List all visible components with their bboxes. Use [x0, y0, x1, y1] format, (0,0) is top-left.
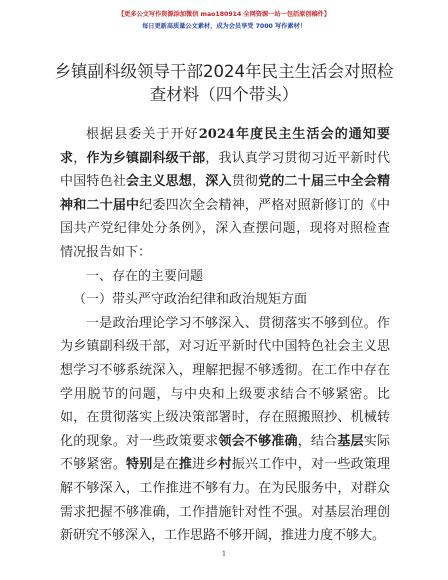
body-text-bold: 基层: [337, 433, 364, 449]
intro-text-bold: 作为乡镇副科级干部: [86, 150, 206, 166]
body-text: 是在: [152, 457, 179, 473]
intro-text: ，: [73, 150, 87, 166]
promo-banner-line-2: 每日更新高质量公文素材，成为会员享受 7000 写作素材！: [142, 23, 306, 30]
intro-text: ，我认真学习贯彻习近平新时代中国特色社: [60, 150, 390, 190]
intro-text-bold: 会主义思想: [126, 174, 193, 190]
body-text: 进乡: [192, 457, 219, 473]
document-title-line-2: 查材料（四个带头）: [149, 85, 299, 104]
intro-text-bold: 党的二十届三中全会精神和二十届中: [60, 174, 390, 213]
intro-text-bold: 深入: [205, 174, 232, 190]
page-number: 1: [221, 549, 227, 558]
body-text-bold: 村: [218, 457, 232, 473]
subsection-heading: （一）带头严守政治纪律和政治规矩方面: [73, 292, 308, 308]
promo-banner-line-1: 【更多公文写作资源添加微信 mao180914 全网资源一站一包括原创稿件】: [117, 11, 331, 18]
intro-text: 贯彻: [231, 174, 259, 190]
body-text: ，结合: [297, 433, 338, 449]
intro-paragraph: [60, 123, 390, 265]
document-title-line-1: 乡镇副科级领导干部2024年民主生活会对照检: [54, 62, 394, 81]
intro-text: 纪委四次全会精神，严格对照新修订的《中国共产党纪律处分条例》，深入查摆问题，现将对照检查情况报告如下：: [60, 197, 390, 260]
body-text: 振兴工作中，对一些政策理解不够深入，工作推进不够有力。在为民服务中，对群众需求把握不够准确，工作措施针对性不强。对基层治理创新研究不够深入，工作思路不够开阔，推进力度不够大。: [60, 457, 390, 544]
body-text-bold: 领会不够准确: [218, 433, 298, 449]
intro-text: ，: [192, 174, 206, 190]
document-body: [60, 123, 390, 548]
document-title: [40, 60, 408, 106]
intro-text: 根据县委关于开好: [86, 127, 199, 142]
body-paragraph: [60, 312, 390, 548]
body-text-bold: 特别: [126, 457, 153, 473]
intro-text-bold: 2024年度民主生活会的通知要求: [60, 127, 390, 166]
body-text-bold: 推: [178, 457, 193, 473]
body-text: 实际不够紧密。: [60, 433, 390, 473]
section-heading: 一、存在的主要问题: [86, 268, 204, 284]
body-text: 一是政治理论学习不够深入、贯彻落实不够到位。作为乡镇副科级干部，对习近平新时代中国特色社会主义思想学习不够系统深入，理解把握不够透彻。在工作中存在学用脱节的问题，与中央和上级要求结合不够紧密。比如，在贯彻落实上级决策部署时，存在照搬照抄、机械转化的现象。对一些政策要求: [60, 315, 390, 449]
